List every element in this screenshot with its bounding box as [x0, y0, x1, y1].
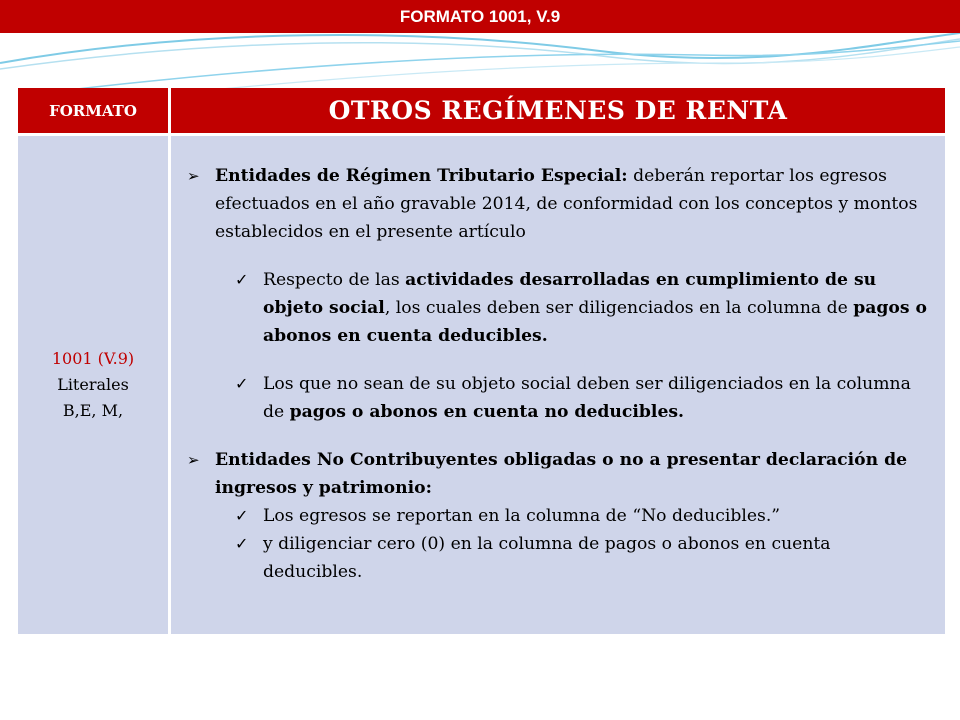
- literales-label: Literales: [57, 375, 129, 394]
- section-title: Entidades de Régimen Tributario Especial:: [215, 166, 628, 186]
- banner-title: FORMATO 1001, V.9: [399, 7, 561, 26]
- list-item: ✓ Los egresos se reportan en la columna de “No deducibles.”: [187, 502, 933, 530]
- section-title: Entidades No Contribuyentes obligadas o no a presentar declaración de ingresos y patrimonio:: [215, 450, 908, 498]
- section-regimen-especial: [187, 162, 933, 246]
- description-cell: [171, 136, 945, 634]
- check-icon: ✓: [235, 374, 249, 393]
- header-format-label: FORMATO: [49, 101, 137, 120]
- list-item: ✓ y diligenciar cero (0) en la columna de pagos o abonos en cuenta deducibles.: [187, 530, 933, 586]
- header-format-cell: [18, 88, 168, 133]
- header-title-cell: [171, 88, 945, 133]
- list-item: ✓ Respecto de las actividades desarrolladas en cumplimiento de su objeto social, los cuales deben ser diligenciados en la columna de pagos o abonos en cuenta deducibles.: [187, 266, 933, 350]
- check-icon: ✓: [235, 270, 249, 289]
- format-code-cell: [18, 136, 168, 634]
- check-icon: ✓: [235, 534, 249, 553]
- arrow-bullet-icon: ➢: [187, 451, 200, 469]
- arrow-bullet-icon: ➢: [187, 167, 200, 185]
- check-icon: ✓: [235, 506, 249, 525]
- format-code: 1001 (V.9): [51, 349, 135, 368]
- list-item: ✓ Los que no sean de su objeto social deben ser diligenciados en la columna de pagos o abonos en cuenta no deducibles.: [187, 370, 933, 426]
- section-text: deberán reportar los egresos efectuados en el año gravable 2014, de conformidad con los conceptos y montos establecidos en el presente artículo: [215, 166, 918, 242]
- literales-values: B,E, M,: [62, 401, 124, 420]
- section-no-contribuyentes: [187, 446, 933, 502]
- title-banner: [0, 0, 960, 33]
- header-title-label: OTROS REGÍMENES DE RENTA: [328, 96, 788, 125]
- content-table: [18, 88, 945, 634]
